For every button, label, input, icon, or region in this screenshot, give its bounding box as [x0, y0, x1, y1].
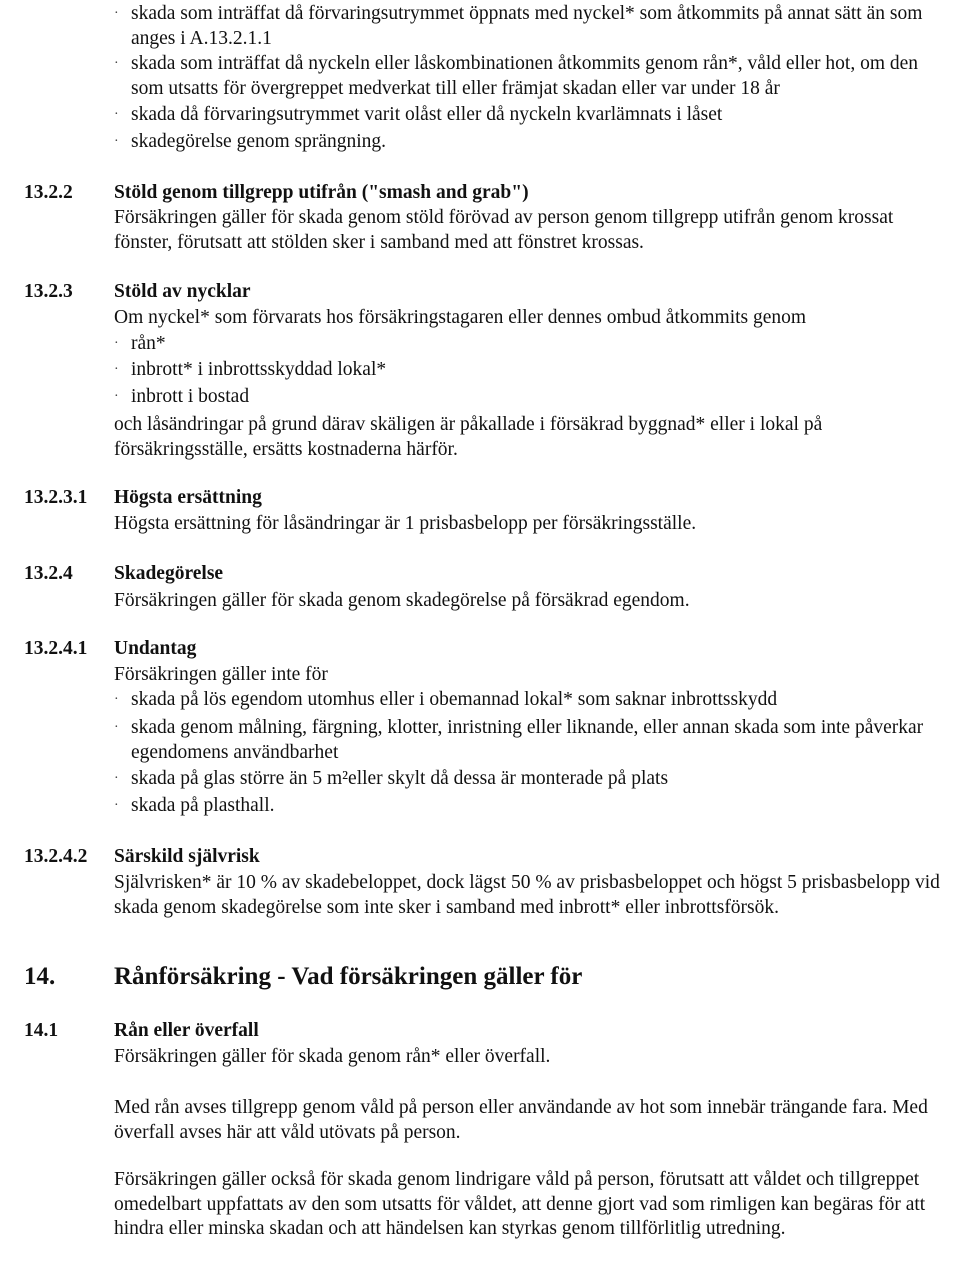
- section-number: 13.2.4: [24, 563, 73, 584]
- list-item-text: skada som inträffat då förvaringsutrymmet öppnats med nyckel* som åtkommits på annat sätt än som anges i A.13.2.1.1: [131, 3, 923, 49]
- section-paragraph: och låsändringar på grund därav skäligen är påkallade i försäkrad byggnad* eller i lokal på försäkringsställe, ersätts kostnaderna härför.: [114, 414, 823, 460]
- list-item-text: skada då förvaringsutrymmet varit olåst eller då nyckeln kvarlämnats i låset: [131, 104, 723, 125]
- bullet-icon: ·: [114, 336, 119, 351]
- section-number: 13.2.3.1: [24, 487, 88, 508]
- list-item-text: skadegörelse genom sprängning.: [131, 131, 387, 152]
- bullet-icon: ·: [114, 720, 119, 735]
- list-item: [114, 103, 954, 128]
- section-paragraph: Med rån avses tillgrepp genom våld på person eller användande av hot som innebär trängande fara. Med överfall avses här att våld utövats på person.: [114, 1097, 928, 1143]
- bullet-icon: ·: [114, 362, 119, 377]
- list-item-text: skada på lös egendom utomhus eller i obemannad lokal* som saknar inbrottsskydd: [131, 689, 778, 710]
- section-number: 13.2.2: [24, 182, 73, 203]
- section-paragraph: Försäkringen gäller för skada genom stöld förövad av person genom tillgrepp utifrån genom krossat fönster, förutsatt att stölden sker i samband med att fönstret krossas.: [114, 207, 894, 253]
- list-item: [114, 52, 954, 101]
- list-item-text: skada som inträffat då nyckeln eller låskombinationen åtkommits genom rån*, våld eller hot, om den som utsatts för övergreppet medverkat till eller främjat skadan eller var under 18 år: [131, 53, 919, 99]
- bullet-icon: ·: [114, 389, 119, 404]
- section-heading: Skadegörelse: [114, 563, 224, 584]
- section-heading: Särskild självrisk: [114, 846, 260, 867]
- list-item: [114, 716, 954, 765]
- bullet-icon: ·: [114, 798, 119, 813]
- bullet-icon: ·: [114, 56, 119, 71]
- list-item: [114, 767, 954, 792]
- list-item-text: skada genom målning, färgning, klotter, inristning eller liknande, eller annan skada som inte påverkar egendomens användbarhet: [131, 717, 924, 763]
- section-paragraph: Självrisken* är 10 % av skadebeloppet, dock lägst 50 % av prisbasbeloppet och högst 5 prisbasbelopp vid skada genom skadegörelse som inte sker i samband med inbrott* eller inbrottsförsök.: [114, 872, 940, 918]
- section-heading: Högsta ersättning: [114, 487, 262, 508]
- bullet-icon: ·: [114, 771, 119, 786]
- bullet-icon: ·: [114, 6, 119, 21]
- section-paragraph: Försäkringen gäller för skada genom rån* eller överfall.: [114, 1046, 551, 1067]
- list-item: [114, 358, 954, 383]
- bullet-icon: ·: [114, 107, 119, 122]
- bullet-icon: ·: [114, 692, 119, 707]
- list-item: [114, 794, 954, 819]
- list-item-text: inbrott i bostad: [131, 386, 250, 407]
- list-item-text: skada på plasthall.: [131, 795, 275, 816]
- section-paragraph: Försäkringen gäller för skada genom skadegörelse på försäkrad egendom.: [114, 590, 690, 611]
- chapter-heading: Rånförsäkring - Vad försäkringen gäller för: [114, 963, 583, 990]
- list-item: [114, 332, 954, 357]
- section-number: 14.1: [24, 1020, 59, 1041]
- list-item: [114, 688, 954, 713]
- list-item: [114, 385, 954, 410]
- section-paragraph: Om nyckel* som förvarats hos försäkringstagaren eller dennes ombud åtkommits genom: [114, 307, 807, 328]
- section-heading: Stöld genom tillgrepp utifrån ("smash and grab"): [114, 182, 529, 203]
- section-heading: Rån eller överfall: [114, 1020, 259, 1041]
- section-heading: Undantag: [114, 638, 197, 659]
- section-number: 13.2.3: [24, 281, 73, 302]
- section-number: 13.2.4.1: [24, 638, 88, 659]
- list-item-text: inbrott* i inbrottsskyddad lokal*: [131, 359, 387, 380]
- section-heading: Stöld av nycklar: [114, 281, 251, 302]
- list-item-text: rån*: [131, 333, 166, 354]
- chapter-number: 14.: [24, 963, 56, 990]
- list-item-text: skada på glas större än 5 m²eller skylt då dessa är monterade på plats: [131, 768, 669, 789]
- list-item: [114, 130, 954, 155]
- section-paragraph: Försäkringen gäller inte för: [114, 664, 328, 685]
- section-number: 13.2.4.2: [24, 846, 88, 867]
- section-paragraph: Högsta ersättning för låsändringar är 1 prisbasbelopp per försäkringsställe.: [114, 513, 697, 534]
- list-item: [114, 2, 954, 51]
- bullet-icon: ·: [114, 134, 119, 149]
- section-paragraph: Försäkringen gäller också för skada genom lindrigare våld på person, förutsatt att våldet och tillgreppet omedelbart uppfattats av den som utsatts för våldet, att denne gjort vad som rimligen kan begäras för att hindra eller minska skadan och att händelsen kan styrkas genom tillförlitlig utredning.: [114, 1169, 926, 1239]
